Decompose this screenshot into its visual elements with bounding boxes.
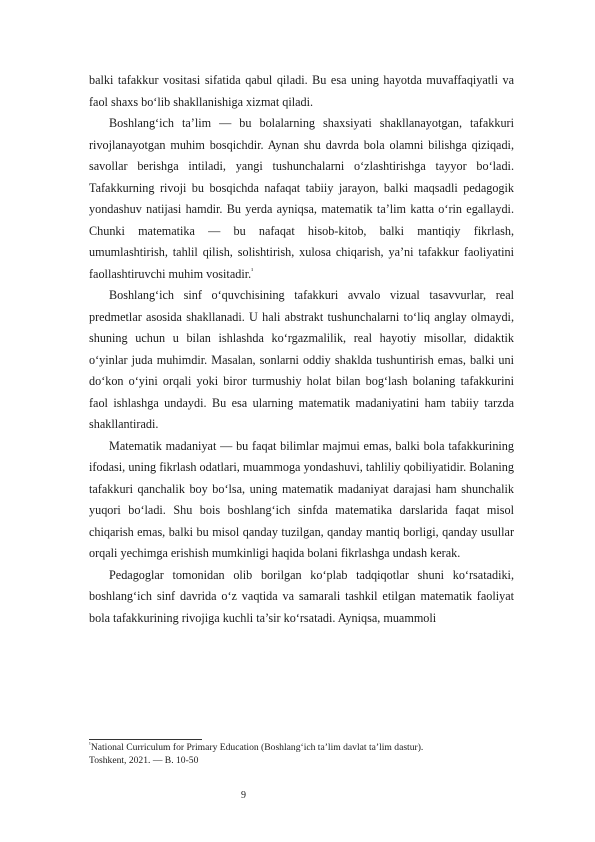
paragraph-primary-education	[89, 113, 514, 285]
footnote-text: National Curriculum for Primary Education (Boshlang‘ich ta’lim davlat ta’lim dastur).	[90, 742, 424, 753]
paragraph-research: Pedagoglar tomonidan olib borilgan ko‘plab tadqiqotlar shuni ko‘rsatadiki, boshlang‘ich sinf davrida o‘z vaqtida va samarali tashkil etilgan matematik faoliyat bola tafakkurining rivojiga kuchli ta’sir ko‘rsatadi. Ayniqsa, muammoli	[89, 567, 514, 625]
paragraph-continuation: balki tafakkur vositasi sifatida qabul qiladi. Bu esa uning hayotda muvaffaqiyatli va faol shaxs bo‘lib shakllanishiga xizmat qiladi.	[89, 73, 514, 109]
footnote-line-1	[89, 742, 529, 755]
footnote-line-2: Toshkent, 2021. — B. 10-50	[89, 754, 199, 766]
page-body	[89, 70, 514, 629]
paragraph-student-thinking: Boshlang‘ich sinf o‘quvchisining tafakkuri avvalo vizual tasavvurlar, real predmetlar asosida shakllanadi. U hali abstrakt tushunchalarni to‘liq anglay olmaydi, shuning uchun u bilan ishlashda ko‘rgazmalilik, real hayotiy misollar, didaktik o‘yinlar juda muhimdir. Masalan, sonlarni oddiy shaklda tushuntirish emas, balki uni do‘kon o‘yini orqali yoki biror turmushiy holat bilan bog‘lash bolaning tafakkurini faol ishlashga undaydi. Bu esa ularning matematik madaniyatini ham tabiiy tarzda shakllantiradi.	[89, 288, 514, 431]
paragraph-text: Boshlang‘ich ta’lim — bu bolalarning shaxsiyati shakllanayotgan, tafakkuri rivojlanayotgan muhim bosqichdir. Aynan shu davrda bola olamni bilishga qiziqadi, savollar berishga intiladi, yangi tushunchalarni o‘zlashtirishga tayyor bo‘ladi. Tafakkurning rivoji bu bosqichda nafaqat tabiiy jarayon, balki maqsadli pedagogik yondashuv natijasi hamdir. Bu yerda ayniqsa, matematik ta’lim katta o‘rin egallaydi. Chunki matematika — bu nafaqat hisob-kitob, balki mantiqiy fikrlash, umumlashtirish, tahlil qilish, solishtirish, xulosa chiqarish, ya’ni tafakkur faoliyatini faollashtiruvchi muhim vositadir.	[89, 116, 514, 281]
footnote-divider	[89, 739, 202, 740]
paragraph-math-culture: Matematik madaniyat — bu faqat bilimlar majmui emas, balki bola tafakkurining ifodasi, uning fikrlash odatlari, muammoga yondashuvi, tahliliy qobiliyatidir. Bolaning tafakkuri qanchalik boy bo‘lsa, uning matematik madaniyat darajasi ham shunchalik yuqori bo‘ladi. Shu bois boshlang‘ich sinfda matematika darslarida faqat misol chiqarish emas, balki bu misol qanday tuzilgan, qanday mantiq borligi, qanday usullar orqali yechimga erishish mumkinligi haqida bolani fikrlashga undash kerak.	[89, 438, 514, 560]
page-number: 9	[241, 790, 246, 801]
footnote-marker: ¹	[89, 741, 91, 748]
footnote-reference[interactable]: ¹	[251, 266, 254, 275]
footnote	[89, 742, 529, 767]
